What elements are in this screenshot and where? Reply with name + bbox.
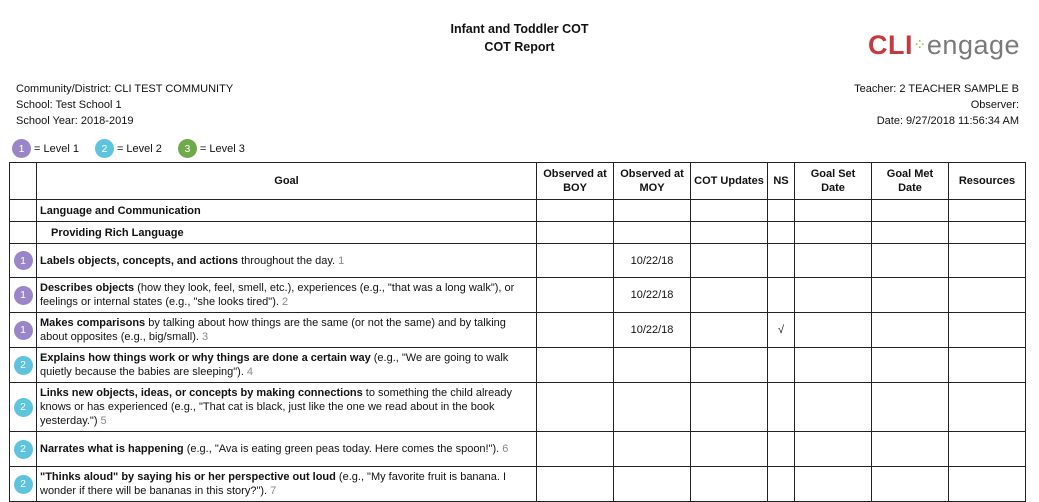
cot-report-table (9, 162, 1026, 502)
empty-cell (949, 222, 1026, 244)
header-observed-moy: Observed at MOY (614, 163, 691, 200)
moy-cell: 10/22/18 (614, 278, 691, 313)
moy-cell (614, 383, 691, 432)
goal-bold-text: Narrates what is happening (40, 443, 184, 455)
level-cell (10, 278, 37, 313)
goal-bold-text: Makes comparisons (40, 317, 146, 329)
boy-cell (537, 383, 614, 432)
empty-cell (691, 200, 768, 222)
moy-cell (614, 467, 691, 502)
level-badge: 2 (14, 475, 33, 494)
observer-name: Observer: (970, 99, 1019, 111)
subsection-row (10, 222, 1026, 244)
level-cell (10, 348, 37, 383)
resources-cell (949, 432, 1026, 467)
goal-text: (e.g., "My favorite fruit is banana. I wonder if there will be bananas in this story?"). (40, 471, 507, 497)
goal-cell (37, 313, 537, 348)
section-title: Language and Communication (37, 200, 537, 222)
level-cell (10, 467, 37, 502)
cot-updates-cell (691, 313, 768, 348)
level-cell (10, 313, 37, 348)
goal-set-cell (795, 313, 872, 348)
level-badge: 2 (14, 398, 33, 417)
goal-met-cell (872, 313, 949, 348)
empty-cell (768, 222, 795, 244)
moy-cell: 10/22/18 (614, 313, 691, 348)
cot-updates-cell (691, 278, 768, 313)
level-cell (10, 432, 37, 467)
cot-updates-cell (691, 244, 768, 278)
header-goal-met-date: Goal Met Date (872, 163, 949, 200)
goal-cell (37, 244, 537, 278)
goal-text: (e.g., "Ava is eating green peas today. Here comes the spoon!"). (183, 443, 500, 455)
empty-cell (872, 222, 949, 244)
boy-cell (537, 467, 614, 502)
empty-cell (614, 222, 691, 244)
legend-level-3 (178, 139, 245, 158)
table-row (10, 278, 1026, 313)
table-row (10, 244, 1026, 278)
goal-number: 4 (246, 366, 253, 378)
empty-cell (949, 200, 1026, 222)
goal-bold-text: Describes objects (40, 282, 135, 294)
header-ns: NS (768, 163, 795, 200)
goal-bold-text: "Thinks aloud" by saying his or her perspective out loud (40, 471, 336, 483)
goal-cell (37, 278, 537, 313)
level-badge: 1 (14, 286, 33, 305)
goal-cell (37, 467, 537, 502)
goal-text: throughout the day. (238, 254, 336, 267)
goal-set-cell (795, 383, 872, 432)
header-goal-set-date: Goal Set Date (795, 163, 872, 200)
resources-cell (949, 467, 1026, 502)
goal-number: 3 (201, 331, 209, 343)
cli-engage-logo (868, 30, 1020, 65)
goal-number: 7 (270, 485, 277, 497)
table-row (10, 383, 1026, 432)
report-info-right (854, 81, 1019, 129)
boy-cell (537, 278, 614, 313)
goal-bold-text: Explains how things work or why things are done a certain way (40, 352, 371, 364)
legend-label: = Level 3 (199, 142, 245, 155)
boy-cell (537, 348, 614, 383)
goal-number: 2 (281, 296, 289, 308)
ns-cell: √ (768, 313, 795, 348)
goal-text: to something the child already knows or has experienced (e.g., "That cat is black, just like the one we read about in the book yesterday.") (40, 387, 512, 427)
goal-cell (37, 383, 537, 432)
boy-cell (537, 313, 614, 348)
section-row (10, 200, 1026, 222)
moy-cell (614, 348, 691, 383)
goal-number: 1 (338, 254, 345, 267)
boy-cell (537, 432, 614, 467)
report-title-line1: Infant and Toddler COT (450, 22, 589, 36)
goal-bold-text: Labels objects, concepts, and actions (40, 254, 239, 267)
header-goal: Goal (37, 163, 537, 200)
school-year: School Year: 2018-2019 (16, 115, 134, 127)
cot-updates-cell (691, 432, 768, 467)
table-row (10, 348, 1026, 383)
empty-cell (795, 200, 872, 222)
teacher-name: Teacher: 2 TEACHER SAMPLE B (854, 83, 1019, 95)
moy-cell: 10/22/18 (614, 244, 691, 278)
goal-set-cell (795, 244, 872, 278)
goal-set-cell (795, 278, 872, 313)
goal-text: by talking about how things are the same (or not the same) and by talking about opposites (e.g., big/small). (40, 317, 506, 343)
subsection-title: Providing Rich Language (37, 222, 537, 244)
school-name: School: Test School 1 (16, 99, 122, 111)
goal-set-cell (795, 348, 872, 383)
table-row (10, 467, 1026, 502)
empty-cell (614, 200, 691, 222)
legend-label: = Level 1 (34, 142, 79, 155)
moy-cell (614, 432, 691, 467)
empty-cell (537, 222, 614, 244)
logo-cli-text: CLI (868, 30, 913, 60)
empty-cell (768, 200, 795, 222)
community-district: Community/District: CLI TEST COMMUNITY (16, 83, 234, 95)
goal-bold-text: Links new objects, ideas, or concepts by making connections (40, 387, 363, 399)
goal-text: (e.g., "We are going to walk quietly because the babies are sleeping"). (40, 352, 509, 378)
ns-cell (768, 348, 795, 383)
ns-cell (768, 278, 795, 313)
cot-updates-cell (691, 467, 768, 502)
report-info-left (16, 81, 233, 129)
header-observed-boy: Observed at BOY (537, 163, 614, 200)
report-title-line2: COT Report (484, 40, 555, 54)
table-row (10, 313, 1026, 348)
resources-cell (949, 278, 1026, 313)
empty-cell (691, 222, 768, 244)
ns-cell (768, 432, 795, 467)
goal-met-cell (872, 278, 949, 313)
goal-number: 6 (502, 443, 509, 455)
goal-cell (37, 432, 537, 467)
empty-cell (795, 222, 872, 244)
empty-cell (872, 200, 949, 222)
goal-set-cell (795, 432, 872, 467)
goal-met-cell (872, 432, 949, 467)
cot-updates-cell (691, 383, 768, 432)
empty-cell (10, 222, 37, 244)
table-row (10, 432, 1026, 467)
cot-updates-cell (691, 348, 768, 383)
level-legend (12, 139, 261, 158)
legend-level-1 (12, 139, 79, 158)
goal-set-cell (795, 467, 872, 502)
ns-cell (768, 467, 795, 502)
resources-cell (949, 383, 1026, 432)
ns-cell (768, 383, 795, 432)
level-1-badge: 1 (12, 139, 31, 158)
logo-dots-icon: ⁘ (913, 37, 927, 54)
level-3-badge: 3 (178, 139, 197, 158)
empty-cell (537, 200, 614, 222)
boy-cell (537, 244, 614, 278)
ns-cell (768, 244, 795, 278)
logo-engage-text: engage (926, 30, 1021, 60)
empty-cell (10, 200, 37, 222)
level-cell (10, 383, 37, 432)
level-badge: 1 (14, 321, 33, 340)
goal-cell (37, 348, 537, 383)
legend-level-2 (95, 139, 162, 158)
legend-label: = Level 2 (116, 142, 162, 155)
goal-number: 5 (100, 415, 107, 427)
level-2-badge: 2 (95, 139, 114, 158)
header-level (10, 163, 37, 200)
table-header-row (10, 163, 1026, 200)
goal-met-cell (872, 383, 949, 432)
level-cell (10, 244, 37, 278)
goal-met-cell (872, 467, 949, 502)
level-badge: 2 (14, 440, 33, 459)
header-cot-updates: COT Updates (691, 163, 768, 200)
resources-cell (949, 348, 1026, 383)
goal-text: (how they look, feel, smell, etc.), experiences (e.g., "that was a long walk"), or feelings or internal states (e.g., "she looks tired"). (40, 282, 515, 308)
header-resources: Resources (949, 163, 1026, 200)
level-badge: 1 (14, 251, 33, 270)
resources-cell (949, 313, 1026, 348)
level-badge: 2 (14, 356, 33, 375)
goal-met-cell (872, 244, 949, 278)
goal-met-cell (872, 348, 949, 383)
resources-cell (949, 244, 1026, 278)
report-date: Date: 9/27/2018 11:56:34 AM (876, 115, 1019, 127)
